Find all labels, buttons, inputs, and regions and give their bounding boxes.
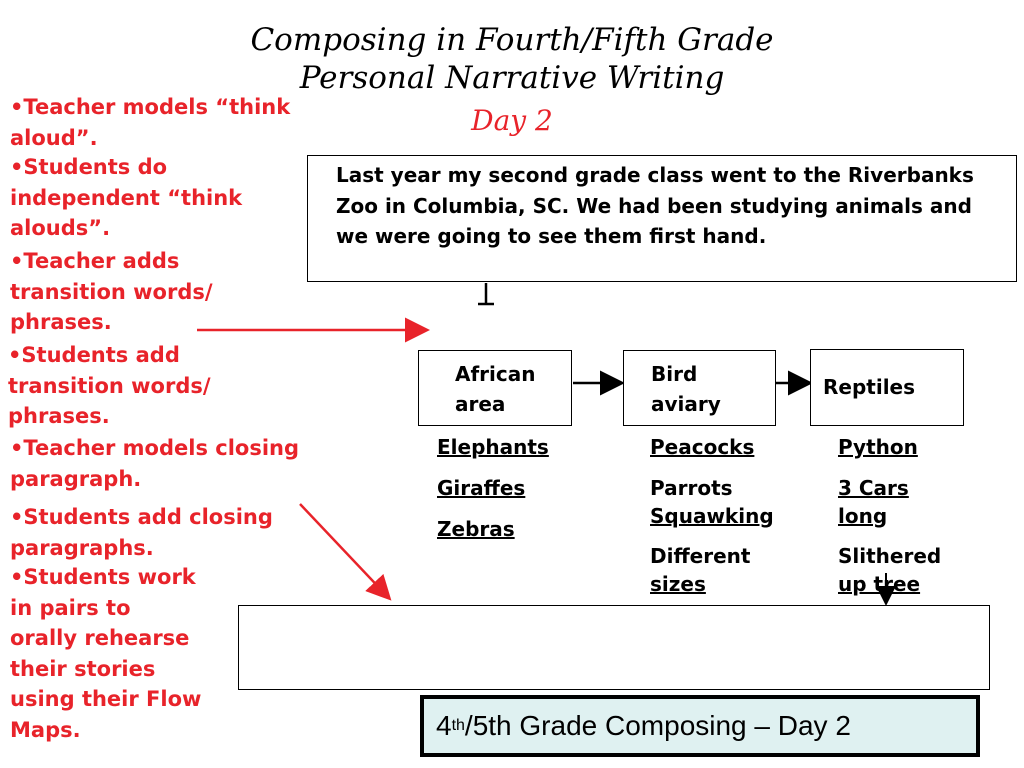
detail-sizes: sizes [650,572,706,596]
footer-prefix: 4 [436,710,452,741]
title-day: Day 2 [471,104,553,137]
flow-box-reptiles [810,349,964,426]
detail-long: long [838,504,888,528]
detail-slithered: Slithered [838,544,942,568]
footer-superscript: th [451,717,465,734]
flow-box-label: Bird aviary [651,362,721,416]
detail-python: Python [838,435,918,459]
detail-up-tree: up tree [838,572,921,596]
detail-squawking: Squawking [650,504,774,528]
flow-box-bird-aviary [623,350,776,426]
flow-box-label: Reptiles [823,375,916,399]
footer-label [420,695,980,757]
detail-3-cars: 3 Cars [838,476,909,500]
footer-suffix: /5th Grade Composing – Day 2 [464,710,851,741]
bullet-teacher-adds-transitions: •Teacher adds transition words/ phrases. [10,249,213,334]
flow-box-african-area [418,350,572,426]
bullet-students-add-transitions: •Students add transition words/ phrases. [8,343,211,428]
detail-different: Different [650,544,751,568]
bullet-students-add-closing: •Students add closing paragraphs. [10,505,273,560]
title-line-1: Composing in Fourth/Fifth Grade [250,22,774,58]
detail-zebras: Zebras [437,517,515,541]
title-line-2: Personal Narrative Writing [299,60,725,96]
red-arrow-to-closing [300,504,388,597]
detail-giraffes: Giraffes [437,476,526,500]
bullet-teacher-models-closing: •Teacher models closing paragraph. [10,436,300,491]
intro-paragraph-text: Last year my second grade class went to the Riverbanks Zoo in Columbia, SC. We had been studying animals and we were going to see them first hand. [336,163,974,248]
detail-peacocks: Peacocks [650,435,755,459]
bullet-students-think-alouds: •Students do independent “think alouds”. [10,155,243,240]
bullet-teacher-models-think-aloud: •Teacher models “think aloud”. [10,95,291,150]
detail-parrots: Parrots [650,476,733,500]
bullet-students-work-in-pairs: •Students work in pairs to orally rehearse their stories using their Flow Maps. [10,565,202,742]
intro-paragraph-box [307,155,1017,282]
detail-elephants: Elephants [437,435,549,459]
flow-box-label: African area [455,362,536,416]
closing-paragraph-box [238,605,990,690]
